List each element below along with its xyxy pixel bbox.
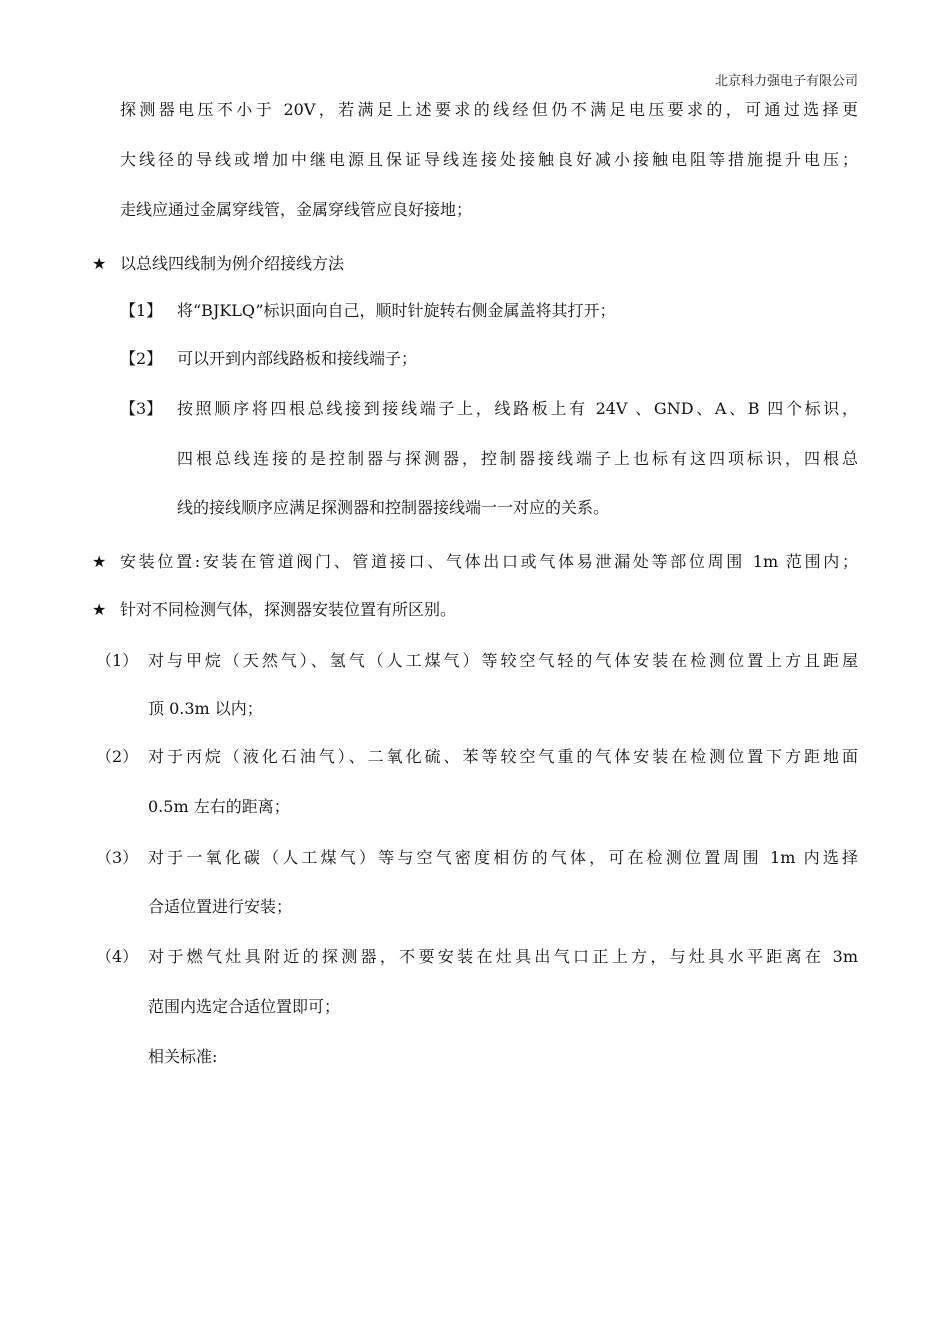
step-text-3-line-3: 线的接线顺序应满足探测器和控制器接线端一一对应的关系。 — [177, 498, 610, 517]
gas-item-number-3: （3） — [96, 848, 139, 867]
gas-item-4-line-2: 范围内选定合适位置即可； — [148, 997, 341, 1016]
gas-item-2-line-1: 对于丙烷（液化石油气）、二氧化硫、苯等较空气重的气体安装在检测位置下方距地面 — [148, 747, 858, 766]
star-bullet-icon: ★ — [92, 600, 107, 619]
step-number-1: 【1】 — [120, 301, 163, 320]
gas-item-number-1: （1） — [96, 651, 139, 670]
intro-line-2: 大线径的导线或增加中继电源且保证导线连接处接触良好减小接触电阻等措施提升电压； — [120, 150, 858, 169]
gas-item-1-line-1: 对与甲烷（天然气）、氢气（人工煤气）等较空气轻的气体安装在检测位置上方且距屋 — [148, 651, 858, 670]
step-number-3: 【3】 — [120, 399, 163, 418]
gas-types-title: 针对不同检测气体，探测器安装位置有所区别。 — [120, 600, 457, 619]
step-text-3-line-2: 四根总线连接的是控制器与探测器，控制器接线端子上也标有这四项标识，四根总 — [177, 449, 858, 468]
star-bullet-icon: ★ — [92, 552, 107, 571]
gas-item-4-line-1: 对于燃气灶具附近的探测器，不要安装在灶具出气口正上方，与灶具水平距离在 3m — [148, 947, 858, 966]
step-text-1: 将“BJKLQ”标识面向自己，顺时针旋转右侧金属盖将其打开； — [177, 301, 616, 320]
gas-item-3-line-1: 对于一氧化碳（人工煤气）等与空气密度相仿的气体，可在检测位置周围 1m 内选择 — [148, 848, 858, 867]
intro-line-3: 走线应通过金属穿线管，金属穿线管应良好接地； — [120, 200, 473, 219]
gas-item-number-2: （2） — [96, 747, 139, 766]
step-text-2: 可以开到内部线路板和接线端子； — [177, 349, 418, 368]
gas-item-2-line-2: 0.5m 左右的距离； — [148, 797, 290, 816]
step-number-2: 【2】 — [120, 349, 163, 368]
star-bullet-icon: ★ — [92, 254, 107, 273]
company-header: 北京科力强电子有限公司 — [714, 74, 858, 89]
step-text-3-line-1: 按照顺序将四根总线接到接线端子上，线路板上有 24V 、GND、A、B 四个标识， — [177, 399, 858, 418]
intro-line-1: 探测器电压不小于 20V，若满足上述要求的线经但仍不满足电压要求的，可通过选择更 — [120, 100, 858, 119]
standards-label: 相关标准: — [148, 1047, 218, 1066]
wiring-title: 以总线四线制为例介绍接线方法 — [120, 254, 345, 273]
gas-item-number-4: （4） — [96, 947, 139, 966]
install-location-text: 安装位置:安装在管道阀门、管道接口、气体出口或气体易泄漏处等部位周围 1m 范围内； — [120, 552, 858, 571]
gas-item-3-line-2: 合适位置进行安装； — [148, 897, 293, 916]
gas-item-1-line-2: 顶 0.3m 以内； — [148, 699, 263, 718]
